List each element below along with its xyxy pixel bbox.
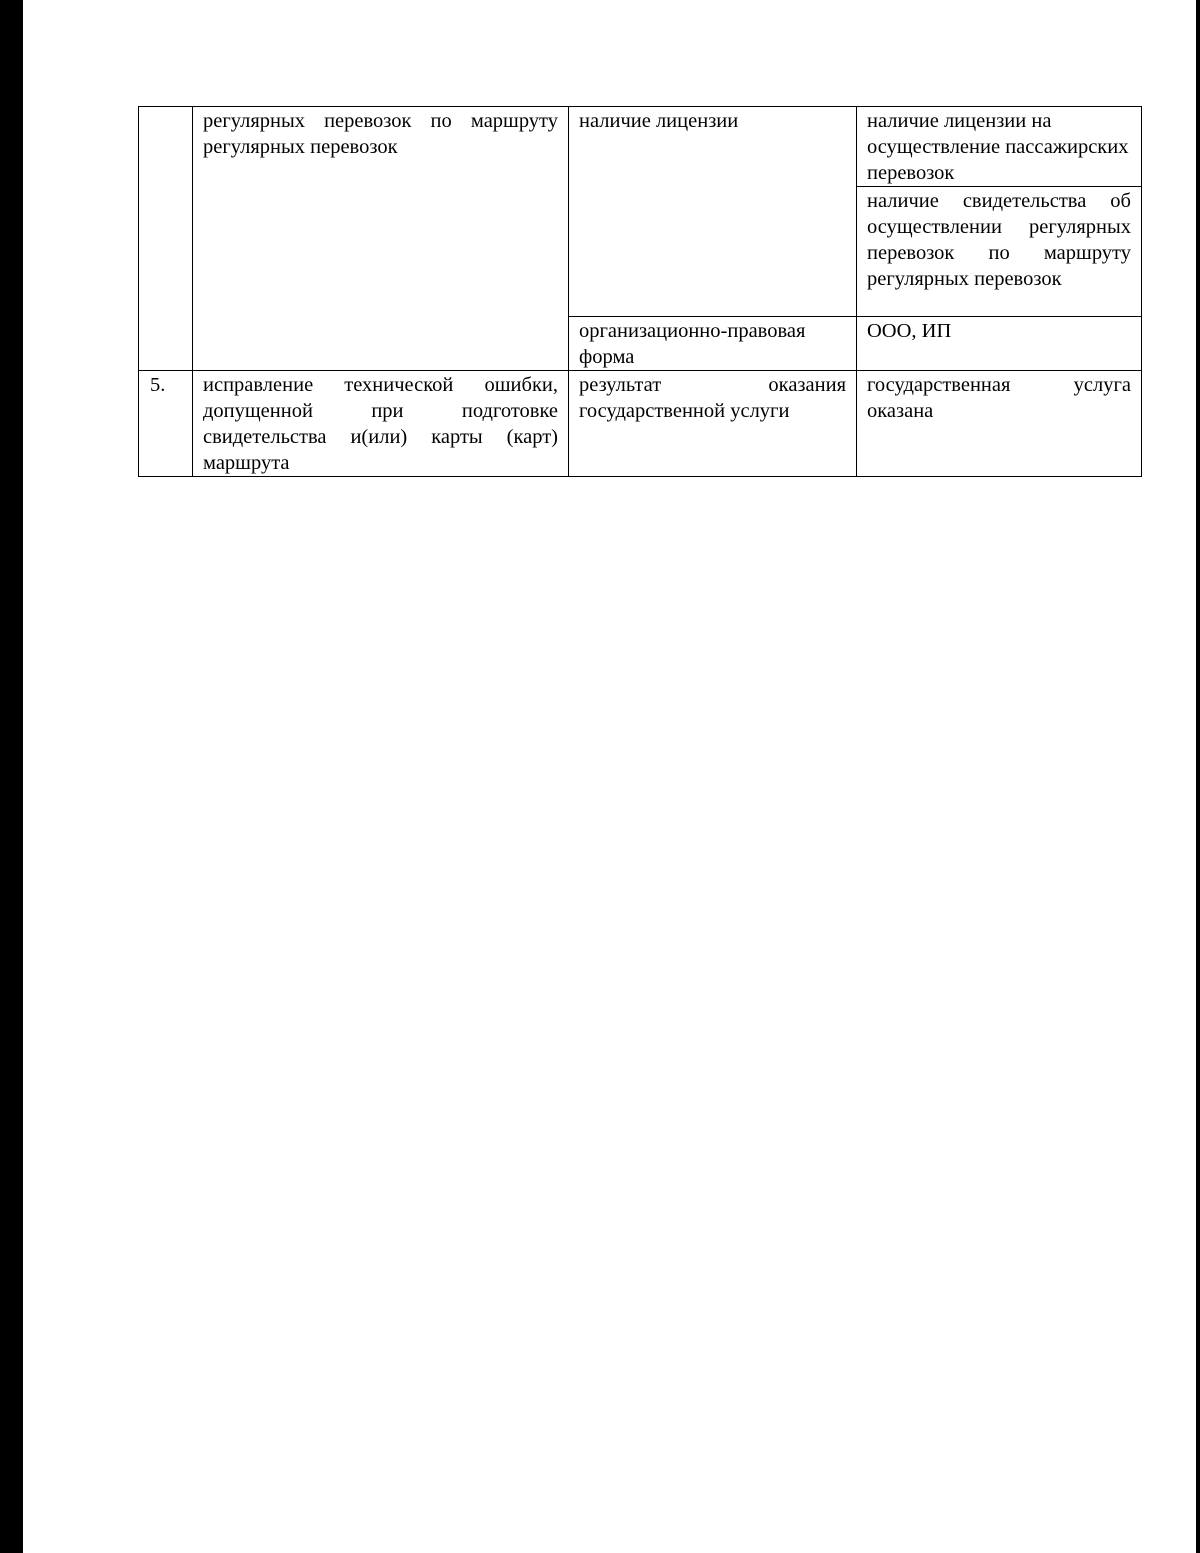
table-row: [139, 371, 1142, 477]
criterion-name-cell: организационно-правовая форма: [569, 317, 857, 371]
service-name-cell: регулярных перевозок по маршруту регулярных перевозок: [193, 107, 569, 371]
criterion-value-cell: наличие лицензии на осуществление пассажирских перевозок: [857, 107, 1142, 187]
criterion-name-cell: результат оказания государственной услуги: [569, 371, 857, 477]
service-name-cell: исправление технической ошибки, допущенной при подготовке свидетельства и(или) карты (карт) маршрута: [193, 371, 569, 477]
scan-edge-left: [0, 0, 23, 1553]
row-number-cell: 5.: [139, 371, 193, 477]
table-row: [139, 107, 1142, 187]
row-number-cell: [139, 107, 193, 371]
criterion-name-cell: наличие лицензии: [569, 107, 857, 317]
criterion-value-cell: наличие свидетельства об осуществлении регулярных перевозок по маршруту регулярных перевозок: [857, 187, 1142, 317]
criterion-value-cell: ООО, ИП: [857, 317, 1142, 371]
criterion-value-cell: государственная услуга оказана: [857, 371, 1142, 477]
services-table: [138, 106, 1142, 477]
scan-edge-right: [1196, 0, 1200, 1553]
